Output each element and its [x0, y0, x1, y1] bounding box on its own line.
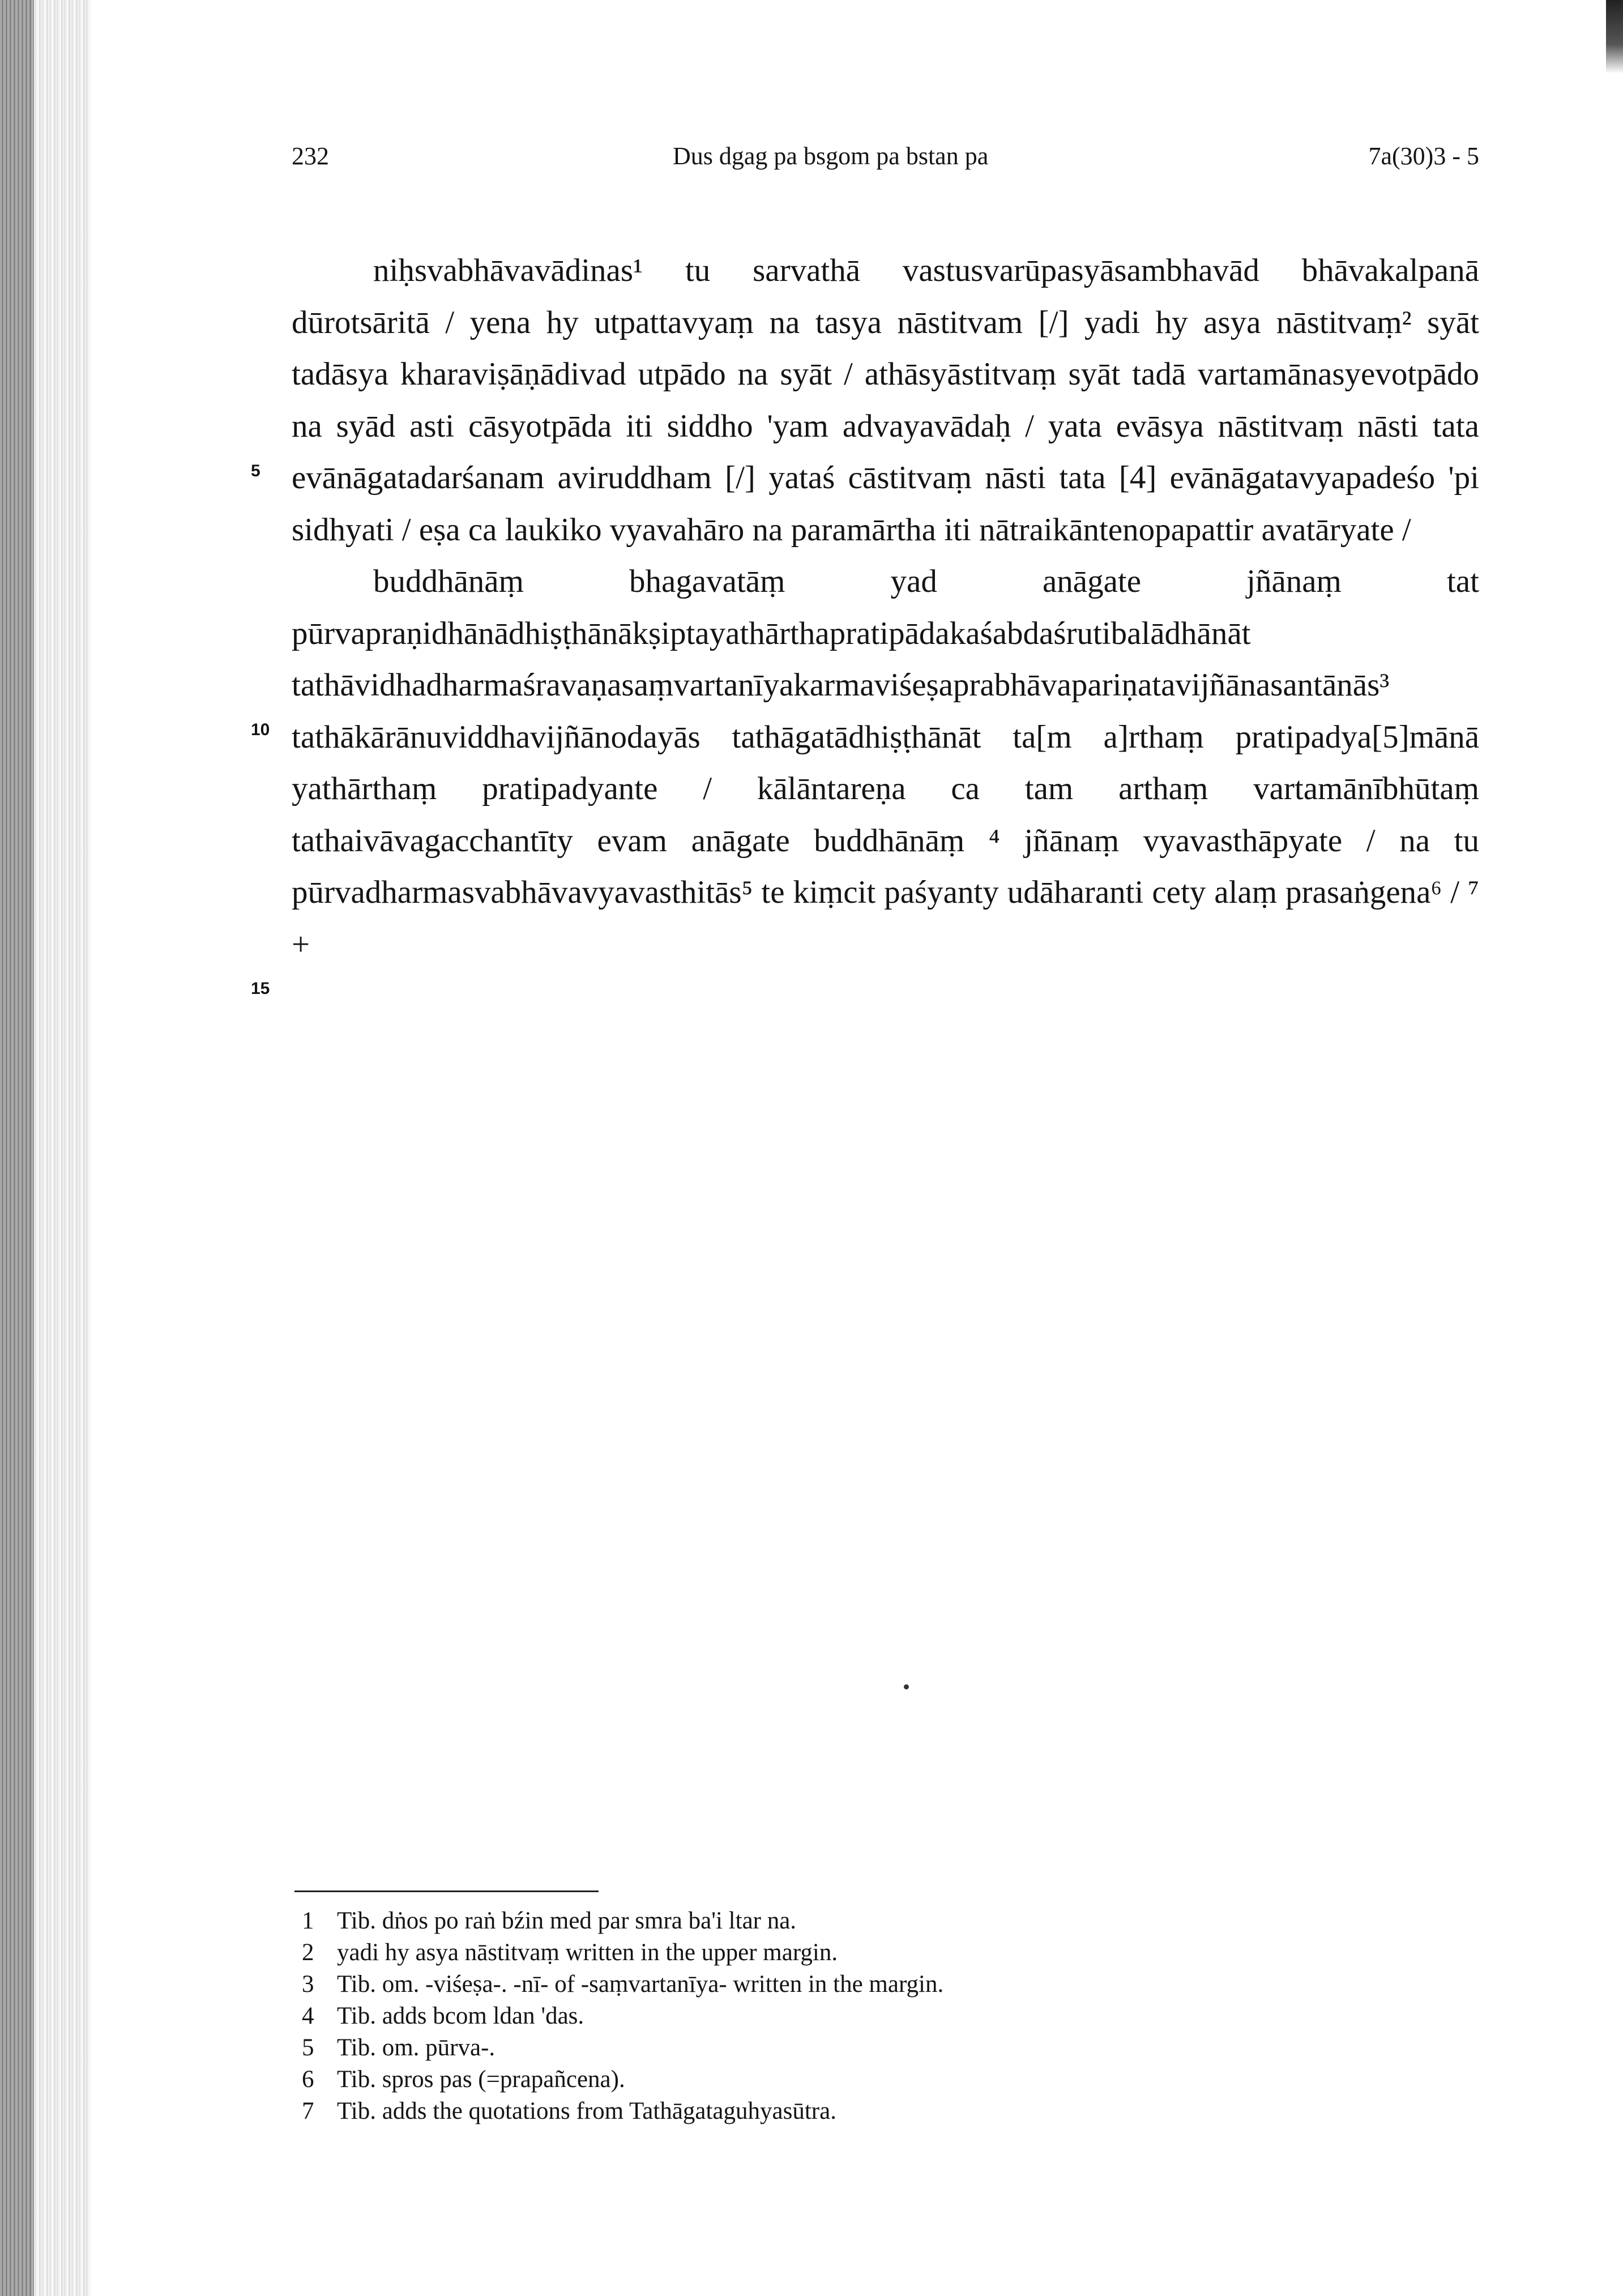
line-number-15: 15 — [251, 979, 270, 998]
line-number-5: 5 — [251, 462, 260, 480]
paragraph-2: buddhānāṃ bhagavatāṃ yad anāgate jñānaṃ tat pūrvapraṇidhānādhiṣṭhānākṣiptayathārthapratipādakaśabdaśrutibalādhānāt tathāvidhadharmaśravaṇasaṃvartanīyakarmaviśeṣaprabhāvapariṇatavijñānasantānās³ tathākārānuviddhavijñānodayās tathāgatādhiṣṭhānāt ta[m a]rthaṃ pratipadya[5]mānā yathārthaṃ pratipadyante / kālāntareṇa ca tam arthaṃ vartamānībhūtaṃ tathaivāvagacchantīty evam anāgate buddhānāṃ ⁴ jñānaṃ vyavasthāpyate / na tu pūrvadharmasvabhāvavyavasthitās⁵ te kiṃcit paśyanty udāharanti cety alaṃ prasaṅgena⁶ / ⁷ + — [292, 564, 1479, 962]
footnote-4 — [292, 2000, 943, 2032]
page-number: 232 — [292, 142, 329, 170]
footnote-number: 4 — [302, 2003, 314, 2029]
main-text — [292, 245, 1479, 970]
paragraph-1: niḥsvabhāvavādinas¹ tu sarvathā vastusvarūpasyāsambhavād bhāvakalpanā dūrotsāritā / yena hy utpattavyaṃ na tasya nāstitvam [/] yadi hy asya nāstitvaṃ² syāt tadāsya kharaviṣāṇādivad utpādo na syāt / athāsyāstitvaṃ syāt tadā vartamānasyevotpādo na syād asti cāsyotpāda iti siddho 'yam advayavādaḥ / yata evāsya nāstitvaṃ nāsti tata evānāgatadarśanam aviruddham [/] yataś cāstitvaṃ nāsti tata [4] evānāgatavyapadeśo 'pi sidhyati / eṣa ca laukiko vyavahāro na paramārtha iti nātraikāntenopapattir avatāryate / — [292, 253, 1479, 548]
footnote-number: 5 — [302, 2034, 314, 2061]
book-spine-edge — [0, 0, 91, 2296]
footnote-text: Tib. om. -viśeṣa-. -nī- of -saṃvartanīya- written in the margin. — [337, 1971, 944, 1998]
footnote-text: Tib. adds bcom ldan 'das. — [337, 2003, 584, 2029]
footnote-number: 2 — [302, 1939, 314, 1966]
scan-corner-shadow — [1606, 0, 1623, 74]
footnote-5 — [292, 2032, 943, 2064]
footnotes — [292, 1905, 943, 2127]
footnote-6 — [292, 2064, 943, 2096]
footnote-2 — [292, 1937, 943, 1969]
footnote-number: 3 — [302, 1971, 314, 1998]
footnote-1 — [292, 1905, 943, 1937]
footnote-text: Tib. spros pas (=prapañcena). — [337, 2066, 625, 2093]
stray-dot — [904, 1684, 909, 1689]
footnote-text: Tib. om. pūrva-. — [337, 2034, 496, 2061]
footnote-separator — [294, 1890, 599, 1892]
footnote-7 — [292, 2096, 943, 2127]
footnote-text: yadi hy asya nāstitvaṃ written in the upper margin. — [337, 1939, 838, 1966]
footnote-number: 6 — [302, 2066, 314, 2093]
footnote-number: 7 — [302, 2098, 314, 2124]
footnote-text: Tib. dṅos po raṅ bźin med par smra ba'i ltar na. — [337, 1907, 797, 1934]
footnote-text: Tib. adds the quotations from Tathāgataguhyasūtra. — [337, 2098, 836, 2124]
footnote-number: 1 — [302, 1907, 314, 1934]
section-reference: 7a(30)3 - 5 — [1368, 142, 1479, 170]
footnote-3 — [292, 1969, 943, 2000]
line-number-10: 10 — [251, 720, 270, 739]
running-title: Dus dgag pa bsgom pa bstan pa — [673, 142, 989, 170]
